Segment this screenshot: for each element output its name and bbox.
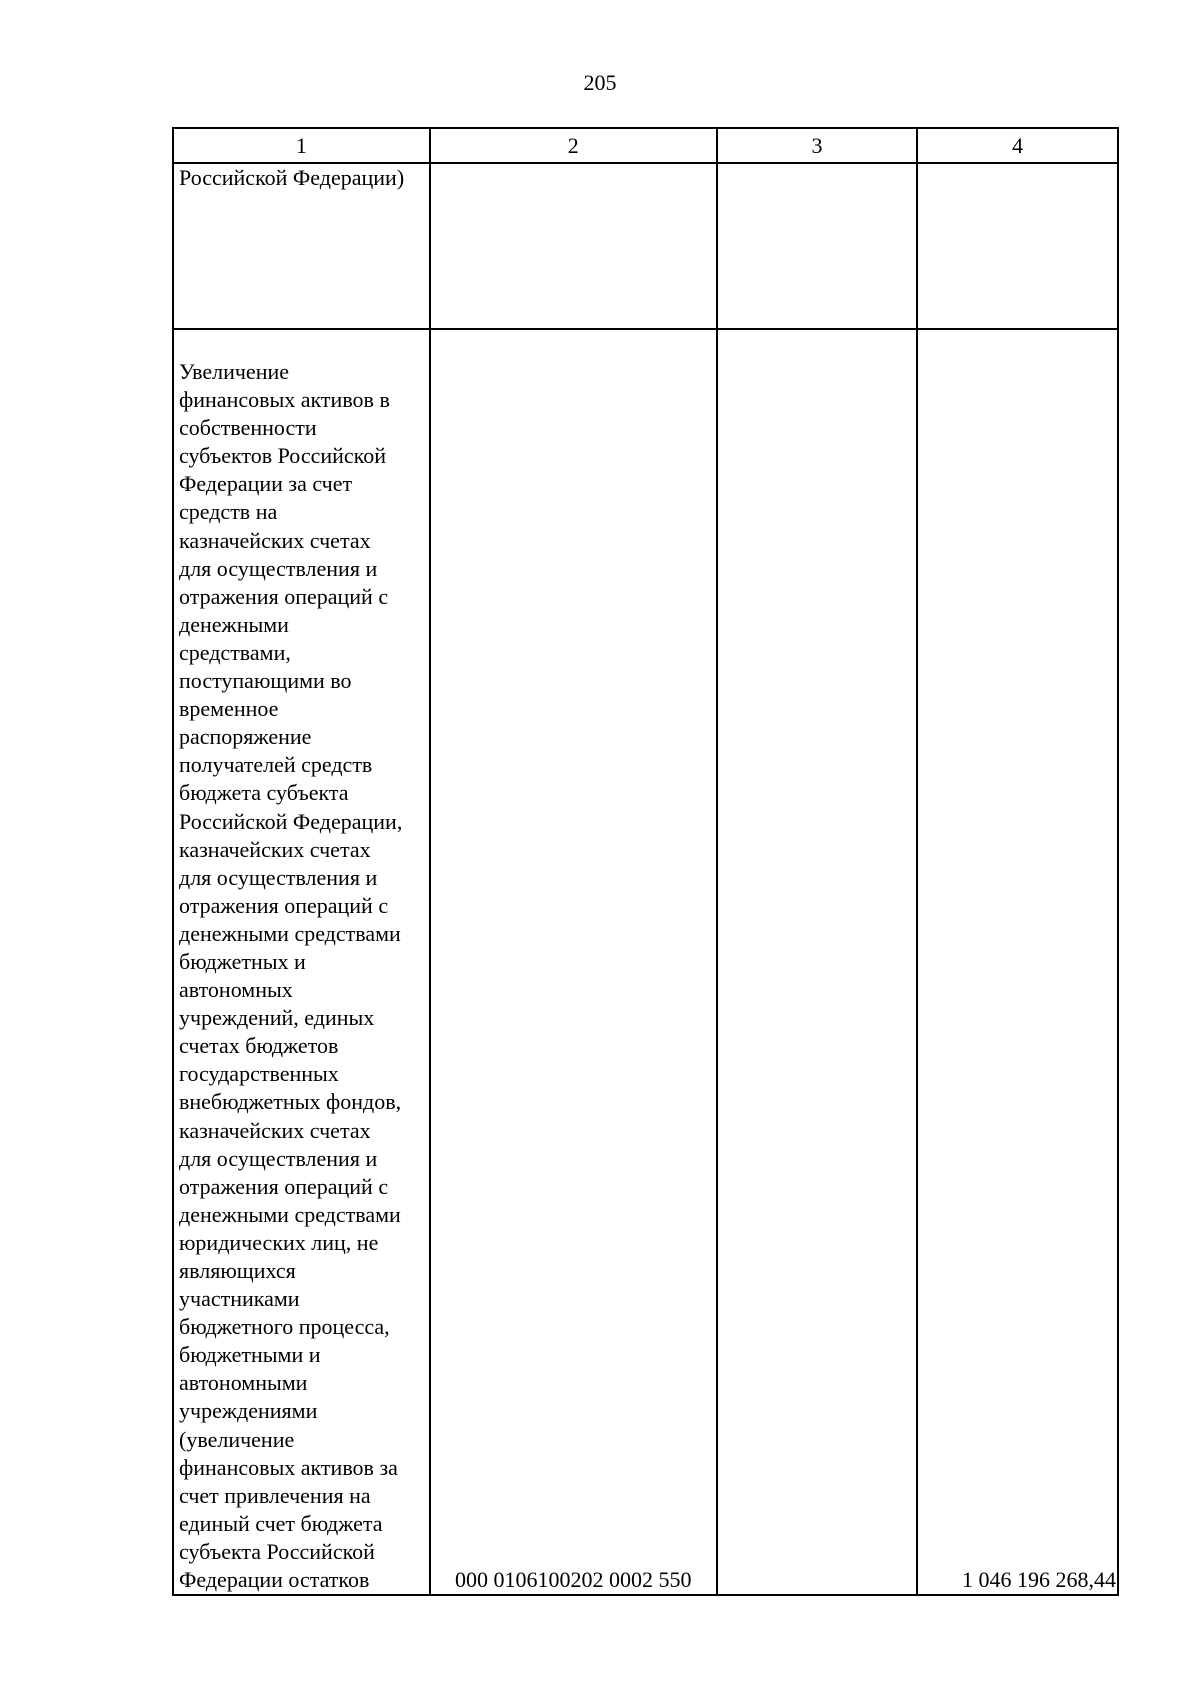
header-cell-1: 1 bbox=[173, 128, 430, 163]
row-1-name-text bbox=[174, 164, 429, 192]
row-2-col3-cell bbox=[717, 329, 918, 1595]
text-line: Российской Федерации, bbox=[179, 808, 403, 834]
row-2-code-cell bbox=[430, 329, 717, 1595]
row-2-name-text bbox=[174, 330, 429, 1594]
text-line: автономными bbox=[179, 1370, 308, 1396]
text-line: субъекта Российской bbox=[179, 1538, 375, 1564]
text-line: распоряжение bbox=[179, 724, 312, 750]
text-line: денежными средствами bbox=[179, 920, 401, 946]
text-line: счет привлечения на bbox=[179, 1482, 371, 1508]
header-cell-4: 4 bbox=[917, 128, 1118, 163]
text-line: счетах бюджетов bbox=[179, 1033, 339, 1059]
header-cell-2: 2 bbox=[430, 128, 717, 163]
text-line: денежными средствами bbox=[179, 1201, 401, 1227]
text-line: внебюджетных фондов, bbox=[179, 1089, 402, 1115]
text-line: являющихся bbox=[179, 1258, 296, 1283]
text-line: участниками bbox=[179, 1286, 300, 1312]
text-line: (увеличение bbox=[179, 1426, 295, 1452]
header-cell-3: 3 bbox=[717, 128, 918, 163]
page-number: 205 bbox=[583, 70, 617, 95]
text-line: бюджетного процесса, bbox=[179, 1314, 390, 1340]
text-line: для осуществления и bbox=[179, 555, 378, 581]
text-line: Увеличение bbox=[179, 359, 290, 384]
row-2-name-cell bbox=[173, 329, 430, 1595]
text-line: средствами, bbox=[179, 639, 291, 665]
text-line: учреждений, единых bbox=[179, 1005, 375, 1031]
row-1-code-cell bbox=[430, 163, 717, 329]
report-table bbox=[172, 127, 1119, 1596]
text-line: бюджетных и bbox=[179, 948, 306, 974]
text-line: казначейских счетах bbox=[179, 527, 371, 553]
row-1-col3-cell bbox=[717, 163, 918, 329]
row-2-amount-cell bbox=[917, 329, 1118, 1595]
row-2-code-text: 000 0106100202 0002 550 bbox=[455, 1567, 692, 1593]
text-line: денежными bbox=[179, 611, 289, 637]
text-line: для осуществления и bbox=[179, 864, 378, 890]
text-line: казначейских счетах bbox=[179, 836, 371, 862]
text-line: Федерации за счет bbox=[179, 471, 353, 497]
row-1-amount-cell bbox=[917, 163, 1118, 329]
text-line: собственности bbox=[179, 415, 317, 441]
row-1-name-cell bbox=[173, 163, 430, 329]
text-line: бюджетными и bbox=[179, 1342, 321, 1368]
text-line: Российской Федерации) bbox=[179, 165, 405, 190]
text-line: отражения операций с bbox=[179, 892, 389, 918]
text-line: временное bbox=[179, 696, 279, 722]
text-line: юридических лиц, не bbox=[179, 1229, 379, 1255]
text-line: казначейских счетах bbox=[179, 1117, 371, 1143]
text-line: бюджета субъекта bbox=[179, 780, 349, 806]
text-line: поступающими во bbox=[179, 668, 352, 694]
table-header-row bbox=[173, 128, 1118, 163]
text-line: финансовых активов за bbox=[179, 1454, 398, 1480]
text-line: автономных bbox=[179, 977, 293, 1003]
text-line: Федерации остатков bbox=[179, 1567, 370, 1593]
text-line: отражения операций с bbox=[179, 1173, 389, 1199]
text-line: для осуществления и bbox=[179, 1145, 378, 1171]
text-line: отражения операций с bbox=[179, 583, 389, 609]
text-line: средств на bbox=[179, 499, 278, 525]
text-line: учреждениями bbox=[179, 1398, 318, 1424]
table-row bbox=[173, 163, 1118, 329]
text-line: финансовых активов в bbox=[179, 387, 390, 413]
text-line: государственных bbox=[179, 1061, 339, 1087]
text-line: субъектов Российской bbox=[179, 443, 387, 469]
text-line: единый счет бюджета bbox=[179, 1510, 383, 1536]
table-row bbox=[173, 329, 1118, 1595]
text-line: получателей средств bbox=[179, 752, 373, 778]
row-2-amount-text: 1 046 196 268,44 bbox=[962, 1567, 1116, 1593]
